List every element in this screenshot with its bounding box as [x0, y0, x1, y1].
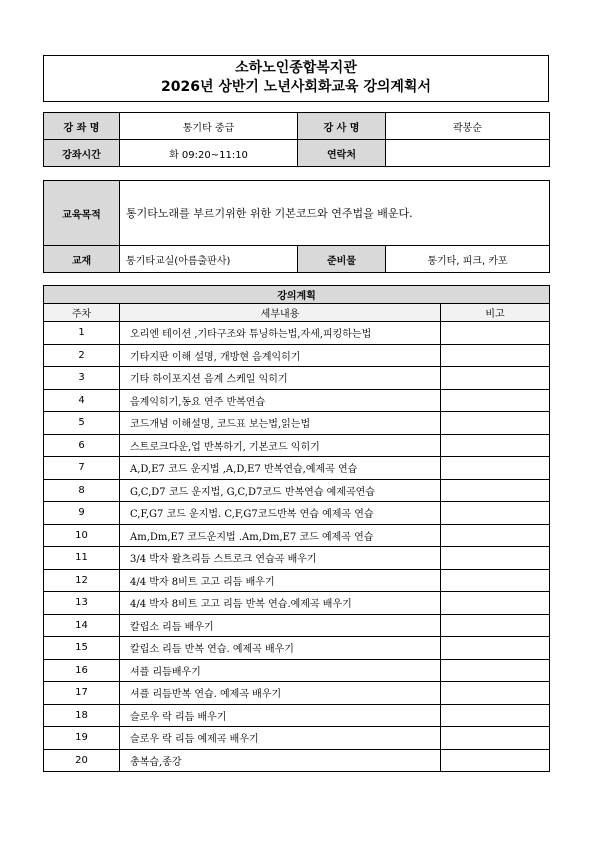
week-note [441, 704, 550, 727]
table-row [44, 727, 550, 750]
week-note [441, 457, 550, 480]
title-line-1: 소하노인종합복지관 [235, 60, 357, 76]
week-number: 15 [44, 637, 120, 660]
table-row [44, 389, 550, 412]
table-row [44, 749, 550, 772]
course-name-label: 강 좌 명 [44, 113, 120, 140]
week-number: 12 [44, 569, 120, 592]
week-number: 6 [44, 434, 120, 457]
prep-value: 통기타, 피크, 카포 [386, 246, 550, 273]
contact-label: 연락처 [298, 140, 386, 167]
week-content: 오리엔 테이션 ,기타구조와 튜닝하는법,자세,피킹하는법 [120, 322, 441, 345]
table-row [44, 659, 550, 682]
table-row [44, 344, 550, 367]
week-number: 11 [44, 547, 120, 570]
week-content: 코드개념 이해설명, 코드표 보는법,읽는법 [120, 412, 441, 435]
table-row [44, 434, 550, 457]
week-note [441, 367, 550, 390]
week-number: 2 [44, 344, 120, 367]
week-note [441, 659, 550, 682]
week-content: 칼립소 리듬 반복 연습. 예제곡 배우기 [120, 637, 441, 660]
title-line-2: 2026년 상반기 노년사회화교육 강의계획서 [161, 79, 431, 95]
week-content: 칼립소 리듬 배우기 [120, 614, 441, 637]
week-note [441, 412, 550, 435]
week-content: 음계익히기,동요 연주 반복연습 [120, 389, 441, 412]
table-row [44, 614, 550, 637]
goal-label: 교육목적 [44, 181, 120, 246]
table-row [44, 412, 550, 435]
week-content: 스트로크다운,업 반복하기, 기본코드 익히기 [120, 434, 441, 457]
week-content: 셔플 리듬반복 연습. 예제곡 배우기 [120, 682, 441, 705]
table-row [44, 704, 550, 727]
prep-label: 준비물 [298, 246, 386, 273]
lesson-plan-table [43, 285, 550, 772]
table-row [44, 322, 550, 345]
week-content: C,F,G7 코드 운지법. C,F,G7코드반복 연습 예제곡 연습 [120, 502, 441, 525]
plan-rows [44, 322, 550, 772]
contact-value [386, 140, 550, 167]
week-note [441, 344, 550, 367]
content-header: 세부내용 [120, 304, 441, 322]
textbook-value: 통기타교실(아름출판사) [120, 246, 298, 273]
week-number: 9 [44, 502, 120, 525]
week-content: 셔플 리듬배우기 [120, 659, 441, 682]
week-number: 1 [44, 322, 120, 345]
week-note [441, 524, 550, 547]
week-note [441, 322, 550, 345]
table-row [44, 367, 550, 390]
week-content: 4/4 박자 8비트 고고 리듬 반복 연습.예제곡 배우기 [120, 592, 441, 615]
week-number: 13 [44, 592, 120, 615]
week-content: 기타지판 이해 설명, 개방현 음계익히기 [120, 344, 441, 367]
table-row [44, 479, 550, 502]
course-info-table [43, 112, 550, 167]
table-row [44, 682, 550, 705]
table-row [44, 524, 550, 547]
week-content: G,C,D7 코드 운지법, G,C,D7코드 반복연습 예제곡연습 [120, 479, 441, 502]
note-header: 비고 [441, 304, 550, 322]
week-note [441, 614, 550, 637]
table-row [44, 457, 550, 480]
week-content: A,D,E7 코드 운지법 ,A,D,E7 반복연습,예제곡 연습 [120, 457, 441, 480]
week-note [441, 569, 550, 592]
week-number: 16 [44, 659, 120, 682]
week-note [441, 434, 550, 457]
week-content: 총복습,종강 [120, 749, 441, 772]
week-note [441, 592, 550, 615]
week-number: 20 [44, 749, 120, 772]
week-number: 10 [44, 524, 120, 547]
week-number: 4 [44, 389, 120, 412]
week-content: 4/4 박자 8비트 고고 리듬 배우기 [120, 569, 441, 592]
goal-table [43, 180, 550, 273]
week-header: 주차 [44, 304, 120, 322]
week-note [441, 389, 550, 412]
plan-title: 강의계획 [44, 286, 550, 304]
course-time-value: 화 09:20~11:10 [120, 140, 298, 167]
goal-text: 통기타노래를 부르기위한 위한 기본코드와 연주법을 배운다. [120, 181, 550, 246]
table-row [44, 502, 550, 525]
week-note [441, 479, 550, 502]
week-content: 기타 하이포지션 음계 스케일 익히기 [120, 367, 441, 390]
table-row [44, 547, 550, 570]
week-note [441, 547, 550, 570]
week-number: 3 [44, 367, 120, 390]
week-note [441, 749, 550, 772]
week-note [441, 637, 550, 660]
table-row [44, 569, 550, 592]
week-number: 7 [44, 457, 120, 480]
week-number: 5 [44, 412, 120, 435]
week-content: Am,Dm,E7 코드운지법 .Am,Dm,E7 코드 예제곡 연습 [120, 524, 441, 547]
week-number: 8 [44, 479, 120, 502]
week-number: 19 [44, 727, 120, 750]
week-note [441, 502, 550, 525]
course-name-value: 통기타 중급 [120, 113, 298, 140]
document-title [43, 55, 549, 102]
week-number: 18 [44, 704, 120, 727]
week-content: 슬로우 락 리듬 배우기 [120, 704, 441, 727]
week-note [441, 727, 550, 750]
instructor-label: 강 사 명 [298, 113, 386, 140]
week-note [441, 682, 550, 705]
course-time-label: 강좌시간 [44, 140, 120, 167]
table-row [44, 592, 550, 615]
table-row [44, 637, 550, 660]
instructor-value: 곽봉순 [386, 113, 550, 140]
week-content: 3/4 박자 왈츠리듬 스트로크 연습곡 배우기 [120, 547, 441, 570]
textbook-label: 교재 [44, 246, 120, 273]
week-number: 14 [44, 614, 120, 637]
week-number: 17 [44, 682, 120, 705]
week-content: 슬로우 락 리듬 예제곡 배우기 [120, 727, 441, 750]
